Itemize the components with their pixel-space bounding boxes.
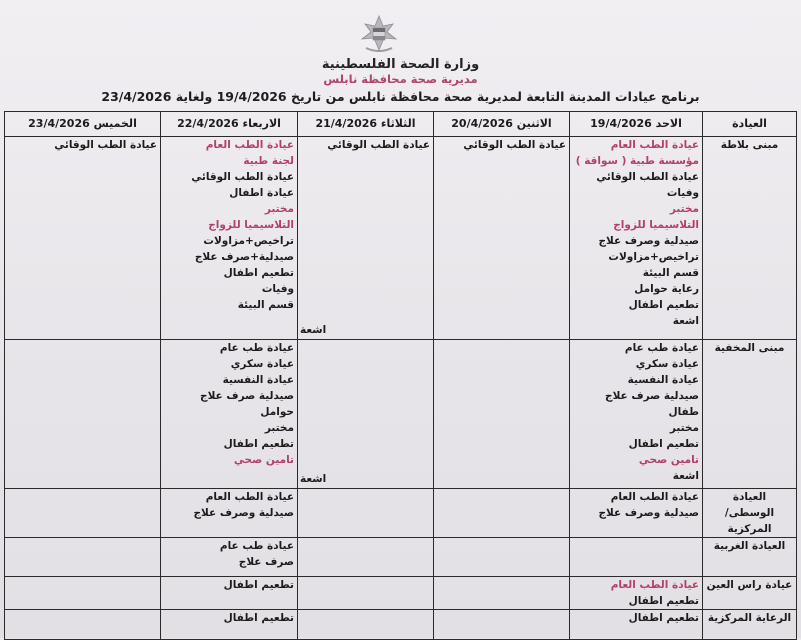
cell-tuesday [298,489,434,538]
cell-monday [434,610,570,640]
list-item: عيادة سكري [635,358,699,370]
clinic-name: مبنى المخفية [703,340,797,489]
cell-wednesday [161,340,298,489]
list-item: عيادة طب عام [624,342,699,354]
list-item: عيادة سكري [230,358,294,370]
list-item: صيدلية+صرف علاج [194,251,294,263]
list-item: عيادة الطب العام [205,491,294,503]
list-item: تطعيم اطفال [223,579,294,591]
clinic-name: مبنى بلاطة [703,137,797,340]
table-row-ras-al-ain [5,577,797,610]
list-item: عيادة الطب الوقائي [596,171,699,183]
list-item: التلاسيميا للزواج [208,219,294,231]
list-item: طفال [668,406,699,418]
column-header-tuesday: الثلاثاء 21/4/2026 [298,112,434,137]
clinic-name-line: العيادة [732,491,767,503]
list-item: صيدلية صرف علاج [605,390,699,402]
cell-thursday [5,137,161,340]
list-item: عيادة اطفال [229,187,294,199]
cell-wednesday [161,489,298,538]
list-item: عيادة الطب العام [205,139,294,151]
cell-sunday [570,340,703,489]
list-item: تطعيم اطفال [223,438,294,450]
list-item: تطعيم اطفال [628,299,699,311]
list-item: قسم البيئة [642,267,699,279]
directorate-title: مديرية صحة محافظة نابلس [323,72,478,86]
cell-tuesday [298,538,434,577]
list-item: مختبر [264,203,294,215]
cell-thursday [5,489,161,538]
list-item: حوامل [260,406,294,418]
column-header-thursday: الخميس 23/4/2026 [5,112,161,137]
cell-monday [434,489,570,538]
clinic-name-line: الوسطى/المركزية [724,507,775,535]
list-item: عيادة الطب العام [610,579,699,591]
cell-thursday [5,577,161,610]
table-row-central-care [5,610,797,640]
cell-tuesday [298,137,434,340]
list-item: اشعة [672,315,699,327]
list-item: عيادة الطب الوقائي [191,171,294,183]
list-item: مؤسسة طبية ( سواقة ) [575,155,699,167]
list-item: وفيات [666,187,699,199]
program-title: برنامج عيادات المدينة التابعة لمديرية صحة محافظة نابلس من تاريخ 19/4/2026 ولغاية 23/4/2026 [101,89,700,104]
list-item: عيادة النفسية [627,374,699,386]
cell-sunday [570,577,703,610]
cell-sunday [570,610,703,640]
list-item: عيادة الطب الوقائي [327,139,430,151]
column-header-sunday: الاحد 19/4/2026 [570,112,703,137]
palestine-emblem-icon [356,12,402,56]
cell-sunday [570,137,703,340]
list-item: صيدلية وصرف علاج [598,507,699,519]
list-item: صرف علاج [238,556,294,568]
clinic-name: العيادة الغربية [703,538,797,577]
list-item: تراخيص+مزاولات [203,235,294,247]
column-header-wednesday: الاربعاء 22/4/2026 [161,112,298,137]
schedule-table [4,111,797,640]
list-item: تطعيم اطفال [628,612,699,624]
list-item: رعاية حوامل [634,283,699,295]
cell-monday [434,340,570,489]
cell-tuesday [298,610,434,640]
list-item: مختبر [669,203,699,215]
cell-thursday [5,610,161,640]
cell-monday [434,577,570,610]
cell-tuesday [298,577,434,610]
list-item: عيادة طب عام [219,342,294,354]
list-item: عيادة طب عام [219,540,294,552]
table-header-row [5,112,797,137]
cell-monday [434,538,570,577]
list-item: قسم البيئة [237,299,294,311]
list-item: التلاسيميا للزواج [613,219,699,231]
clinic-name [703,489,797,538]
clinic-name: عيادة راس العين [703,577,797,610]
column-header-monday: الاثنين 20/4/2026 [434,112,570,137]
column-header-clinic: العيادة [703,112,797,137]
list-item: اشعة [300,473,327,485]
list-item: تطعيم اطفال [628,595,699,607]
cell-wednesday [161,137,298,340]
list-item: اشعة [672,470,699,482]
clinic-name: الرعاية المركزية [703,610,797,640]
list-item: عيادة الطب العام [610,139,699,151]
cell-thursday [5,340,161,489]
list-item: وفيات [261,283,294,295]
list-item: عيادة الطب الوقائي [463,139,566,151]
cell-sunday [570,538,703,577]
list-item: صيدلية صرف علاج [200,390,294,402]
ministry-title: وزارة الصحة الفلسطينية [321,57,480,72]
cell-sunday [570,489,703,538]
list-item: مختبر [264,422,294,434]
cell-monday [434,137,570,340]
list-item: لجنة طبية [243,155,294,167]
table-row-makhfiya [5,340,797,489]
cell-wednesday [161,538,298,577]
list-item: تطعيم اطفال [223,612,294,624]
list-item: صيدلية وصرف علاج [193,507,294,519]
cell-thursday [5,538,161,577]
list-item: تطعيم اطفال [223,267,294,279]
list-item: تامين صحي [233,454,294,466]
table-row-western [5,538,797,577]
list-item: عيادة الطب الوقائي [54,139,157,151]
list-item: صيدلية وصرف علاج [598,235,699,247]
list-item: تراخيص+مزاولات [608,251,699,263]
list-item: تامين صحي [638,454,699,466]
list-item: اشعة [300,324,327,336]
list-item: عيادة النفسية [222,374,294,386]
cell-wednesday [161,610,298,640]
table-row-central [5,489,797,538]
list-item: عيادة الطب العام [610,491,699,503]
cell-wednesday [161,577,298,610]
list-item: مختبر [669,422,699,434]
table-row-balata [5,137,797,340]
cell-tuesday [298,340,434,489]
list-item: تطعيم اطفال [628,438,699,450]
